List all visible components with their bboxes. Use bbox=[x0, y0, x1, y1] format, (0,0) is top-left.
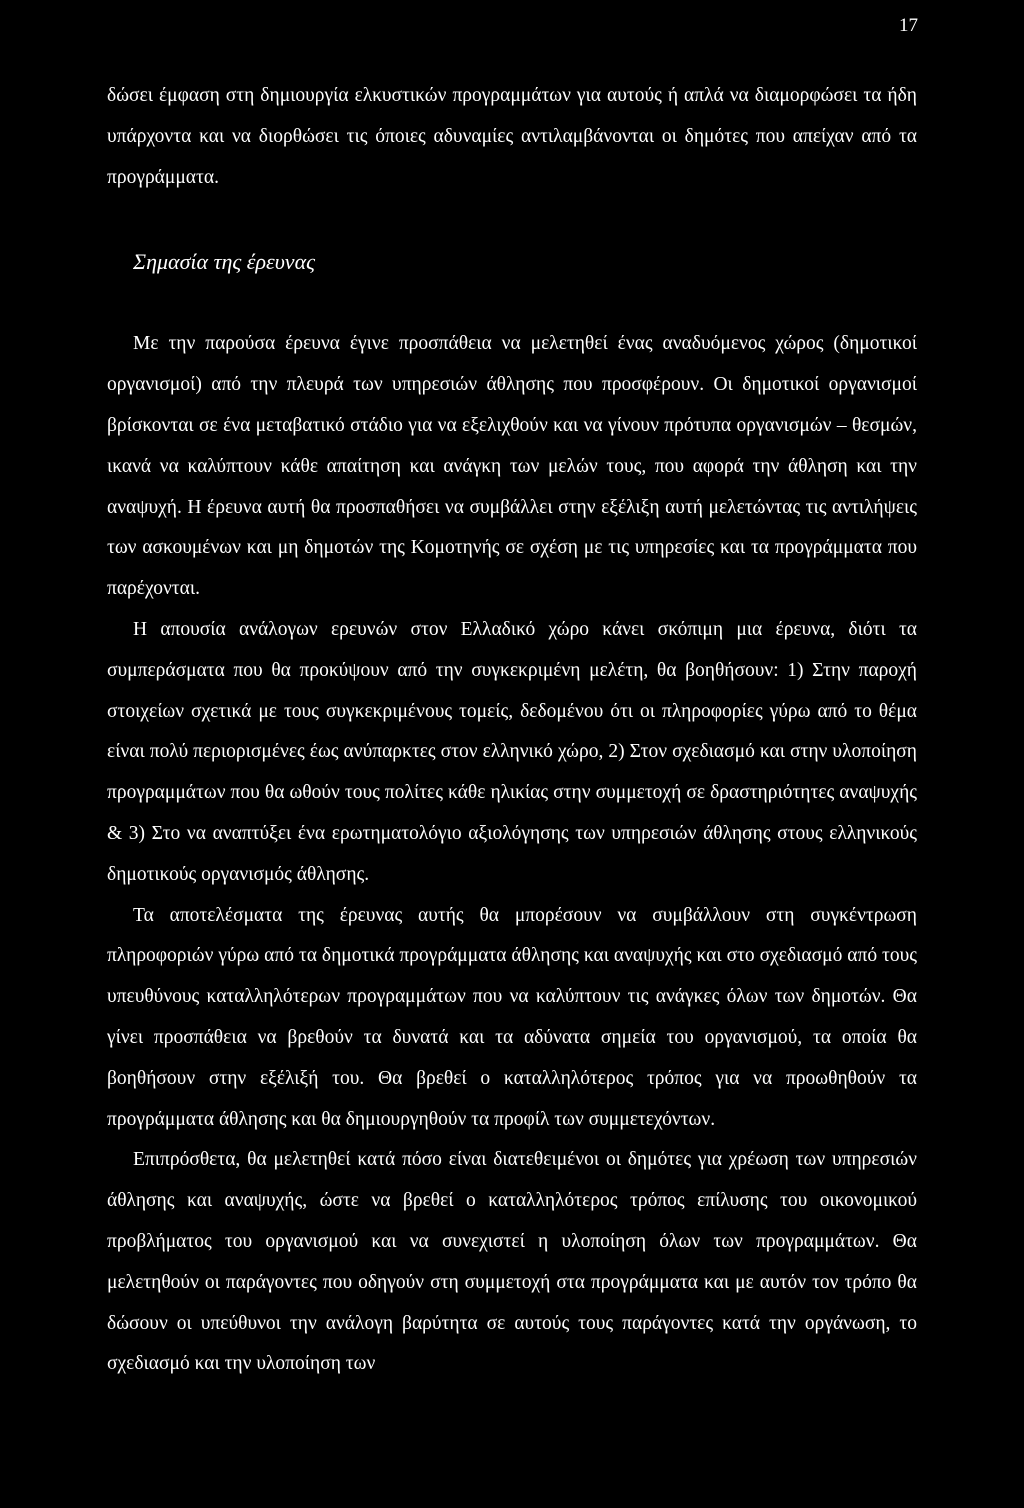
page-number: 17 bbox=[899, 15, 918, 36]
document-body bbox=[107, 76, 917, 1385]
paragraph: δώσει έμφαση στη δημιουργία ελκυστικών προγραμμάτων για αυτούς ή απλά να διαμορφώσει τα ήδη υπάρχοντα και να διορθώσει τις όποιες αδυναμίες αντιλαμβάνονται οι δημότες που απείχαν από τα προγράμματα. bbox=[107, 85, 917, 188]
paragraph: Επιπρόσθετα, θα μελετηθεί κατά πόσο είναι διατεθειμένοι οι δημότες για χρέωση των υπηρεσιών άθλησης και αναψυχής, ώστε να βρεθεί ο καταλληλότερος τρόπος επίλυσης του οικονομικού προβλήματος του οργανισμού και να συνεχιστεί η υλοποίηση όλων των προγραμμάτων. Θα μελετηθούν οι παράγοντες που οδηγούν στη συμμετοχή στα προγράμματα και με αυτόν τον τρόπο θα δώσουν οι υπεύθυνοι την ανάλογη βαρύτητα σε αυτούς τους παράγοντες κατά την οργάνωση, το σχεδιασμό και την υλοποίηση των bbox=[107, 1149, 917, 1375]
section-heading: Σημασία της έρευνας bbox=[133, 249, 316, 275]
paragraph: Τα αποτελέσματα της έρευνας αυτής θα μπορέσουν να συμβάλλουν στη συγκέντρωση πληροφοριών γύρω από τα δημοτικά προγράμματα άθλησης και αναψυχής και στο σχεδιασμό από τους υπευθύνους καταλληλότερων προγραμμάτων που να καλύπτουν τις ανάγκες όλων των δημοτών. Θα γίνει προσπάθεια να βρεθούν τα δυνατά και τα αδύνατα σημεία του οργανισμού, τα οποία θα βοηθήσουν στην εξέλιξή του. Θα βρεθεί ο καταλληλότερος τρόπος για να προωθηθούν τα προγράμματα άθλησης και θα δημιουργηθούν τα προφίλ των συμμετεχόντων. bbox=[107, 904, 917, 1130]
paragraph: Με την παρούσα έρευνα έγινε προσπάθεια να μελετηθεί ένας αναδυόμενος χώρος (δημοτικοί οργανισμοί) από την πλευρά των υπηρεσιών άθλησης που προσφέρουν. Οι δημοτικοί οργανισμοί βρίσκονται σε ένα μεταβατικό στάδιο για να εξελιχθούν και να γίνουν πρότυπα οργανισμών – θεσμών, ικανά να καλύπτουν κάθε απαίτηση και ανάγκη των μελών τους, που αφορά την άθληση και την αναψυχή. Η έρευνα αυτή θα προσπαθήσει να συμβάλλει στην εξέλιξη αυτή μελετώντας τις αντιλήψεις των ασκουμένων και μη δημοτών της Κομοτηνής σε σχέση με τις υπηρεσίες και τα προγράμματα που παρέχονται. bbox=[107, 333, 917, 600]
paragraph: Η απουσία ανάλογων ερευνών στον Ελλαδικό χώρο κάνει σκόπιμη μια έρευνα, διότι τα συμπεράσματα που θα προκύψουν από την συγκεκριμένη μελέτη, θα βοηθήσουν: 1) Στην παροχή στοιχείων σχετικά με τους συγκεκριμένους τομείς, δεδομένου ότι οι πληροφορίες γύρω από το θέμα είναι πολύ περιορισμένες έως ανύπαρκτες στον ελληνικό χώρο, 2) Στον σχεδιασμό και στην υλοποίηση προγραμμάτων που θα ωθούν τους πολίτες κάθε ηλικίας στην συμμετοχή σε δραστηριότητες αναψυχής & 3) Στο να αναπτύξει ένα ερωτηματολόγιο αξιολόγησης των υπηρεσιών άθλησης στους ελληνικούς δημοτικούς οργανισμός άθλησης. bbox=[107, 618, 917, 885]
